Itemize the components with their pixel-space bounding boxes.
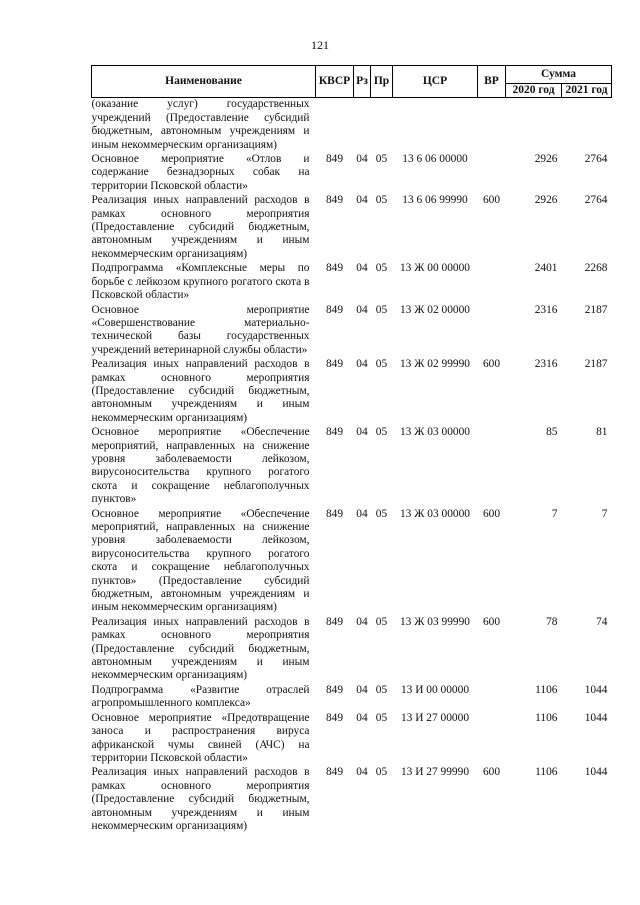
header-rz: Рз [354,66,371,98]
cell-rz: 04 [356,358,368,371]
cell-rz: 04 [356,766,368,779]
cell-sum-2021: 2764 [584,194,608,207]
cell-csr: 13 Ж 03 00000 [399,507,470,520]
cell-sum-2020: 85 [546,426,558,439]
cell-pr: 05 [375,507,388,520]
cell-csr [393,98,478,153]
cell-vr: 600 [482,507,501,520]
cell-pr: 05 [375,153,388,166]
cell-sum-2020: 2316 [534,358,558,371]
cell-vr [478,684,506,712]
header-year-2020: 2020 год [506,84,562,98]
cell-sum-2020: 78 [546,615,558,628]
cell-sum-2020: 2926 [534,194,558,207]
table-row [92,508,612,616]
cell-name: Реализация иных направлений расходов в рамках основного мероприятия (Предоставление субсидий бюджетным, автономным учреждениям и иным некоммерческим организациям) [91,615,310,682]
cell-kvsr: 849 [325,683,344,696]
cell-vr: 600 [482,766,501,779]
cell-vr [478,426,506,507]
cell-sum-2021: 2187 [584,303,608,316]
table-row [92,304,612,359]
table-row [92,153,612,194]
cell-csr: 13 Ж 03 99990 [399,615,470,628]
cell-rz: 04 [356,262,368,275]
cell-name: Реализация иных направлений расходов в рамках основного мероприятия (Предоставление субсидий бюджетным, автономным учреждениям и иным некоммерческим организациям) [91,766,310,832]
cell-kvsr: 849 [325,766,344,779]
cell-pr: 05 [375,303,388,316]
cell-name: Основное мероприятие «Обеспечение мероприятий, направленных на снижение уровня заболеваемости лейкозом, вирусоносительства крупного рогатого скота и сокращение неблагополучных пунктов» [91,426,310,506]
cell-kvsr: 849 [325,153,344,166]
table-row [92,98,612,153]
page-number: 121 [311,38,329,52]
table-row [92,684,612,712]
cell-rz: 04 [356,194,368,207]
cell-csr: 13 И 27 00000 [400,711,470,724]
cell-sum-2020: 1106 [535,766,558,779]
cell-pr: 05 [375,358,388,371]
cell-sum-2020 [506,98,562,153]
cell-rz: 04 [356,683,368,696]
cell-pr: 05 [375,683,388,696]
table-row [92,358,612,426]
cell-rz: 04 [356,153,368,166]
cell-pr: 05 [375,262,388,275]
cell-csr: 13 Ж 03 00000 [399,426,470,439]
cell-csr: 13 Ж 02 00000 [399,303,470,316]
cell-pr: 05 [375,615,388,628]
cell-kvsr: 849 [325,711,344,724]
cell-sum-2020: 2926 [534,153,558,166]
cell-sum-2021: 2268 [584,262,608,275]
cell-csr: 13 Ж 02 99990 [399,358,470,371]
table-row [92,616,612,684]
table-body [92,98,612,834]
cell-sum-2021: 81 [596,426,608,439]
cell-pr: 05 [375,766,388,779]
table-row [92,712,612,767]
cell-csr: 13 И 00 00000 [400,683,470,696]
cell-sum-2020: 1106 [535,683,558,696]
header-pr: Пр [371,66,393,98]
table-row [92,194,612,262]
header-csr: ЦСР [393,66,478,98]
cell-rz: 04 [356,426,368,439]
cell-sum-2021: 2187 [584,358,608,371]
cell-sum-2021: 74 [596,615,608,628]
cell-csr: 13 6 06 00000 [402,153,468,166]
cell-sum-2021: 1044 [584,683,608,696]
cell-csr: 13 Ж 00 00000 [399,262,470,275]
cell-name: Реализация иных направлений расходов в рамках основного мероприятия (Предоставление субсидий бюджетным, автономным учреждениям и иным некоммерческим организациям) [91,194,310,260]
cell-vr [478,153,506,194]
cell-sum-2021: 2764 [584,153,608,166]
cell-rz: 04 [356,507,368,520]
header-year-2021: 2021 год [562,84,612,98]
header-sum: Сумма [506,66,612,84]
cell-name: Основное мероприятие «Обеспечение мероприятий, направленных на снижение уровня заболеваемости лейкозом, вирусоносительства крупного рогатого скота и сокращение неблагополучных пунктов» (Предоставление субсидий бюджетным, автономным учреждениям и иным некоммерческим организациям) [91,507,310,614]
cell-vr: 600 [482,194,501,207]
table-row [92,766,612,834]
cell-vr [478,98,506,153]
cell-pr [371,98,393,153]
cell-sum-2020: 2401 [534,262,558,275]
cell-sum-2021 [562,98,612,153]
table-row [92,426,612,507]
cell-sum-2021: 1044 [584,711,608,724]
cell-rz: 04 [356,711,368,724]
cell-name: Основное мероприятие «Предотвращение заноса и распространения вируса африканской чумы свиней (АЧС) на территории Псковской области» [91,711,310,764]
cell-vr [478,712,506,767]
table-row [92,262,612,303]
cell-rz: 04 [356,303,368,316]
cell-vr [478,304,506,359]
cell-vr: 600 [482,358,501,371]
cell-rz: 04 [356,615,368,628]
cell-sum-2021: 1044 [584,766,608,779]
cell-pr: 05 [375,194,388,207]
cell-sum-2020: 2316 [534,303,558,316]
cell-name: Подпрограмма «Развитие отраслей агропромышленного комплекса» [91,683,310,710]
cell-csr: 13 И 27 99990 [400,766,470,779]
cell-name: Реализация иных направлений расходов в рамках основного мероприятия (Предоставление субсидий бюджетным, автономным учреждениям и иным некоммерческим организациям) [91,358,310,424]
cell-kvsr: 849 [325,615,344,628]
cell-kvsr: 849 [325,194,344,207]
cell-name: Основное мероприятие «Отлов и содержание безнадзорных собак на территории Псковской области» [91,153,310,192]
cell-pr: 05 [375,711,388,724]
cell-sum-2020: 1106 [535,711,558,724]
cell-rz [354,98,371,153]
cell-kvsr: 849 [325,358,344,371]
cell-kvsr: 849 [325,426,344,439]
cell-pr: 05 [375,426,388,439]
cell-name: Основное мероприятие «Совершенствование материально-технической базы государственных учреждений ветеринарной службы области» [91,303,310,356]
cell-name: (оказание услуг) государственных учреждений (Предоставление субсидий бюджетным, автономным учреждениям и иным некоммерческим организациям) [91,98,310,151]
header-vr: ВР [478,66,506,98]
cell-kvsr [316,98,354,153]
cell-name: Подпрограмма «Комплексные меры по борьбе с лейкозом крупного рогатого скота в Псковской области» [91,262,310,302]
cell-sum-2021: 7 [601,507,608,520]
cell-kvsr: 849 [325,507,344,520]
header-kvsr: КВСР [316,66,354,98]
cell-csr: 13 6 06 99990 [402,194,468,207]
cell-sum-2020: 7 [551,507,558,520]
header-name: Наименование [92,66,316,98]
budget-table [91,65,612,834]
cell-kvsr: 849 [325,303,344,316]
cell-vr [478,262,506,303]
cell-vr: 600 [482,615,501,628]
cell-kvsr: 849 [325,262,344,275]
